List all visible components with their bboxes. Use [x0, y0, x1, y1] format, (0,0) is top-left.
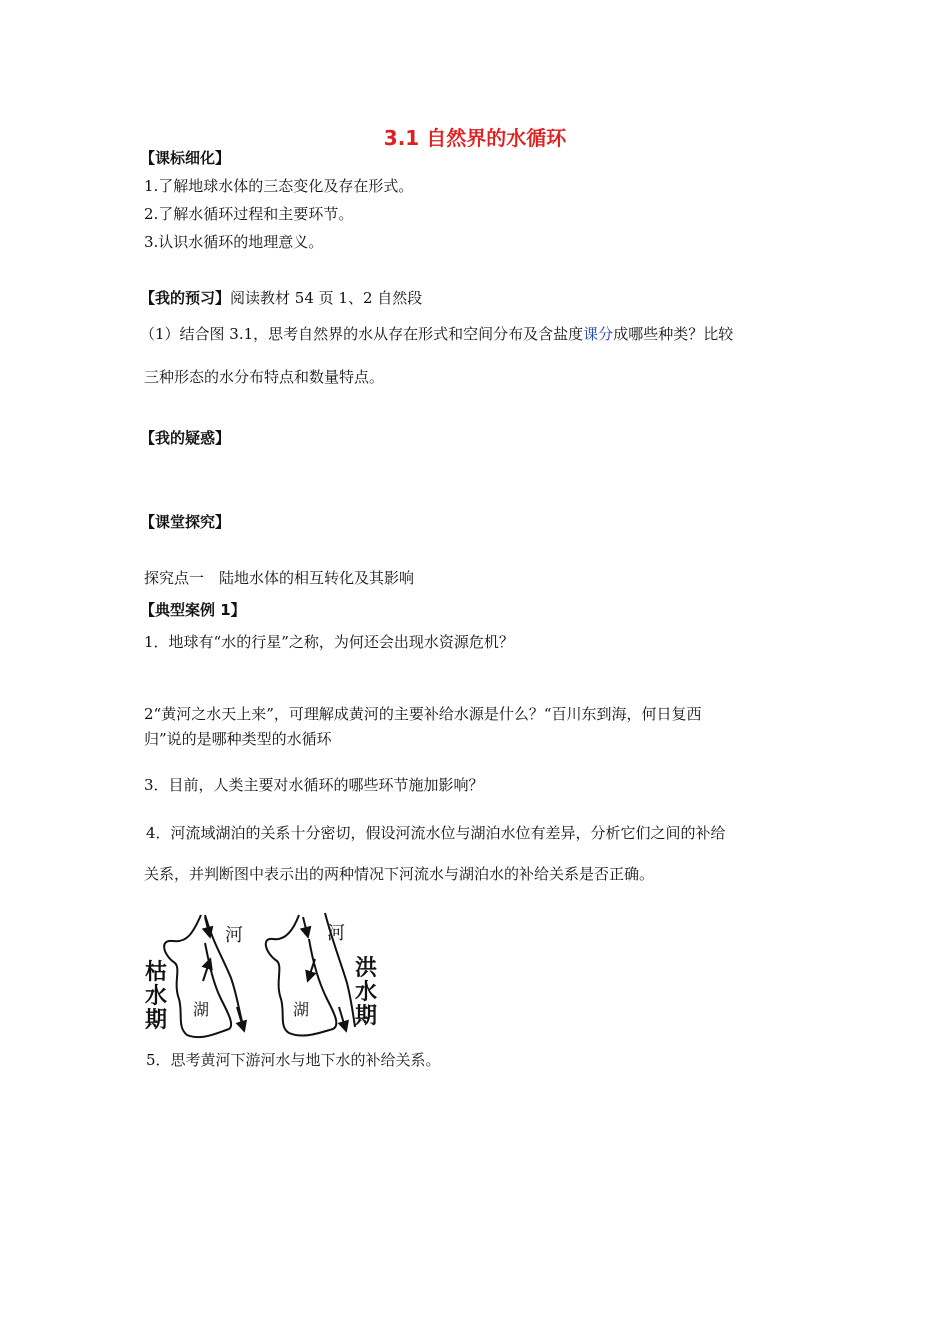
- question-3: 3．目前，人类主要对水循环的哪些环节施加影响？: [144, 776, 484, 794]
- inquiry-point-1: 探究点一 陆地水体的相互转化及其影响: [144, 569, 415, 587]
- preview-heading: 【我的预习】: [140, 289, 231, 307]
- question-2-line2: 归”说的是哪种类型的水循环: [144, 730, 332, 748]
- right-season-char-1: 洪: [355, 956, 378, 981]
- right-lake-label: 湖: [293, 1000, 310, 1019]
- left-season-char-1: 枯: [145, 960, 168, 985]
- question-4: 4．河流域湖泊的关系十分密切，假设河流水位与湖泊水位有差异，分析它们之间的补给: [146, 824, 726, 842]
- right-outflow-arrow: [339, 1007, 345, 1027]
- river-lake-diagram: [143, 903, 388, 1041]
- left-river-label: 河: [225, 925, 243, 946]
- question-2: 2“黄河之水天上来”，可理解成黄河的主要补给水源是什么？“百川东到海，何日复西: [144, 705, 702, 723]
- right-river-to-lake-arrow: [309, 959, 315, 977]
- left-lake-label: 湖: [193, 1000, 210, 1019]
- preview-instruction: 阅读教材 54 页 1、2 自然段: [230, 289, 423, 307]
- inquiry-heading: 【课堂探究】: [140, 513, 231, 531]
- river-lake-figure: [143, 903, 388, 1041]
- right-season-char-2: 水: [355, 980, 378, 1005]
- preview-question-1-line2: 三种形态的水分布特点和数量特点。: [144, 368, 385, 386]
- page-title: 3.1 自然界的水循环: [383, 126, 567, 150]
- standards-heading: 【课标细化】: [140, 149, 231, 167]
- question-5: 5．思考黄河下游河水与地下水的补给关系。: [146, 1051, 441, 1069]
- left-season-char-2: 水: [145, 984, 168, 1009]
- right-season-char-3: 期: [355, 1004, 378, 1029]
- preview-q1-text: （1）结合图 3.1，思考自然界的水从存在形式和空间分布及含盐度: [140, 325, 584, 343]
- question-1: 1．地球有“水的行星”之称，为何还会出现水资源危机？: [144, 633, 514, 651]
- preview-q1-link[interactable]: 课分: [583, 325, 614, 343]
- standards-item-1: 1.了解地球水体的三态变化及存在形式。: [144, 177, 414, 195]
- standards-item-2: 2.了解水循环过程和主要环节。: [144, 205, 354, 223]
- right-river-arrow: [303, 917, 307, 933]
- left-season-char-3: 期: [145, 1008, 168, 1033]
- standards-item-3: 3.认识水循环的地理意义。: [144, 233, 324, 251]
- question-4-line2: 关系，并判断图中表示出的两种情况下河流水与湖泊水的补给关系是否正确。: [144, 865, 655, 883]
- left-lake-to-river-arrow: [203, 963, 209, 981]
- preview-q1-text-end: 成哪些种类？比较: [613, 325, 734, 343]
- case-heading: 【典型案例 1】: [140, 601, 246, 619]
- right-river-label: 河: [327, 923, 345, 944]
- doubts-heading: 【我的疑惑】: [140, 429, 231, 447]
- preview-line: [140, 288, 422, 308]
- preview-question-1: [140, 324, 733, 344]
